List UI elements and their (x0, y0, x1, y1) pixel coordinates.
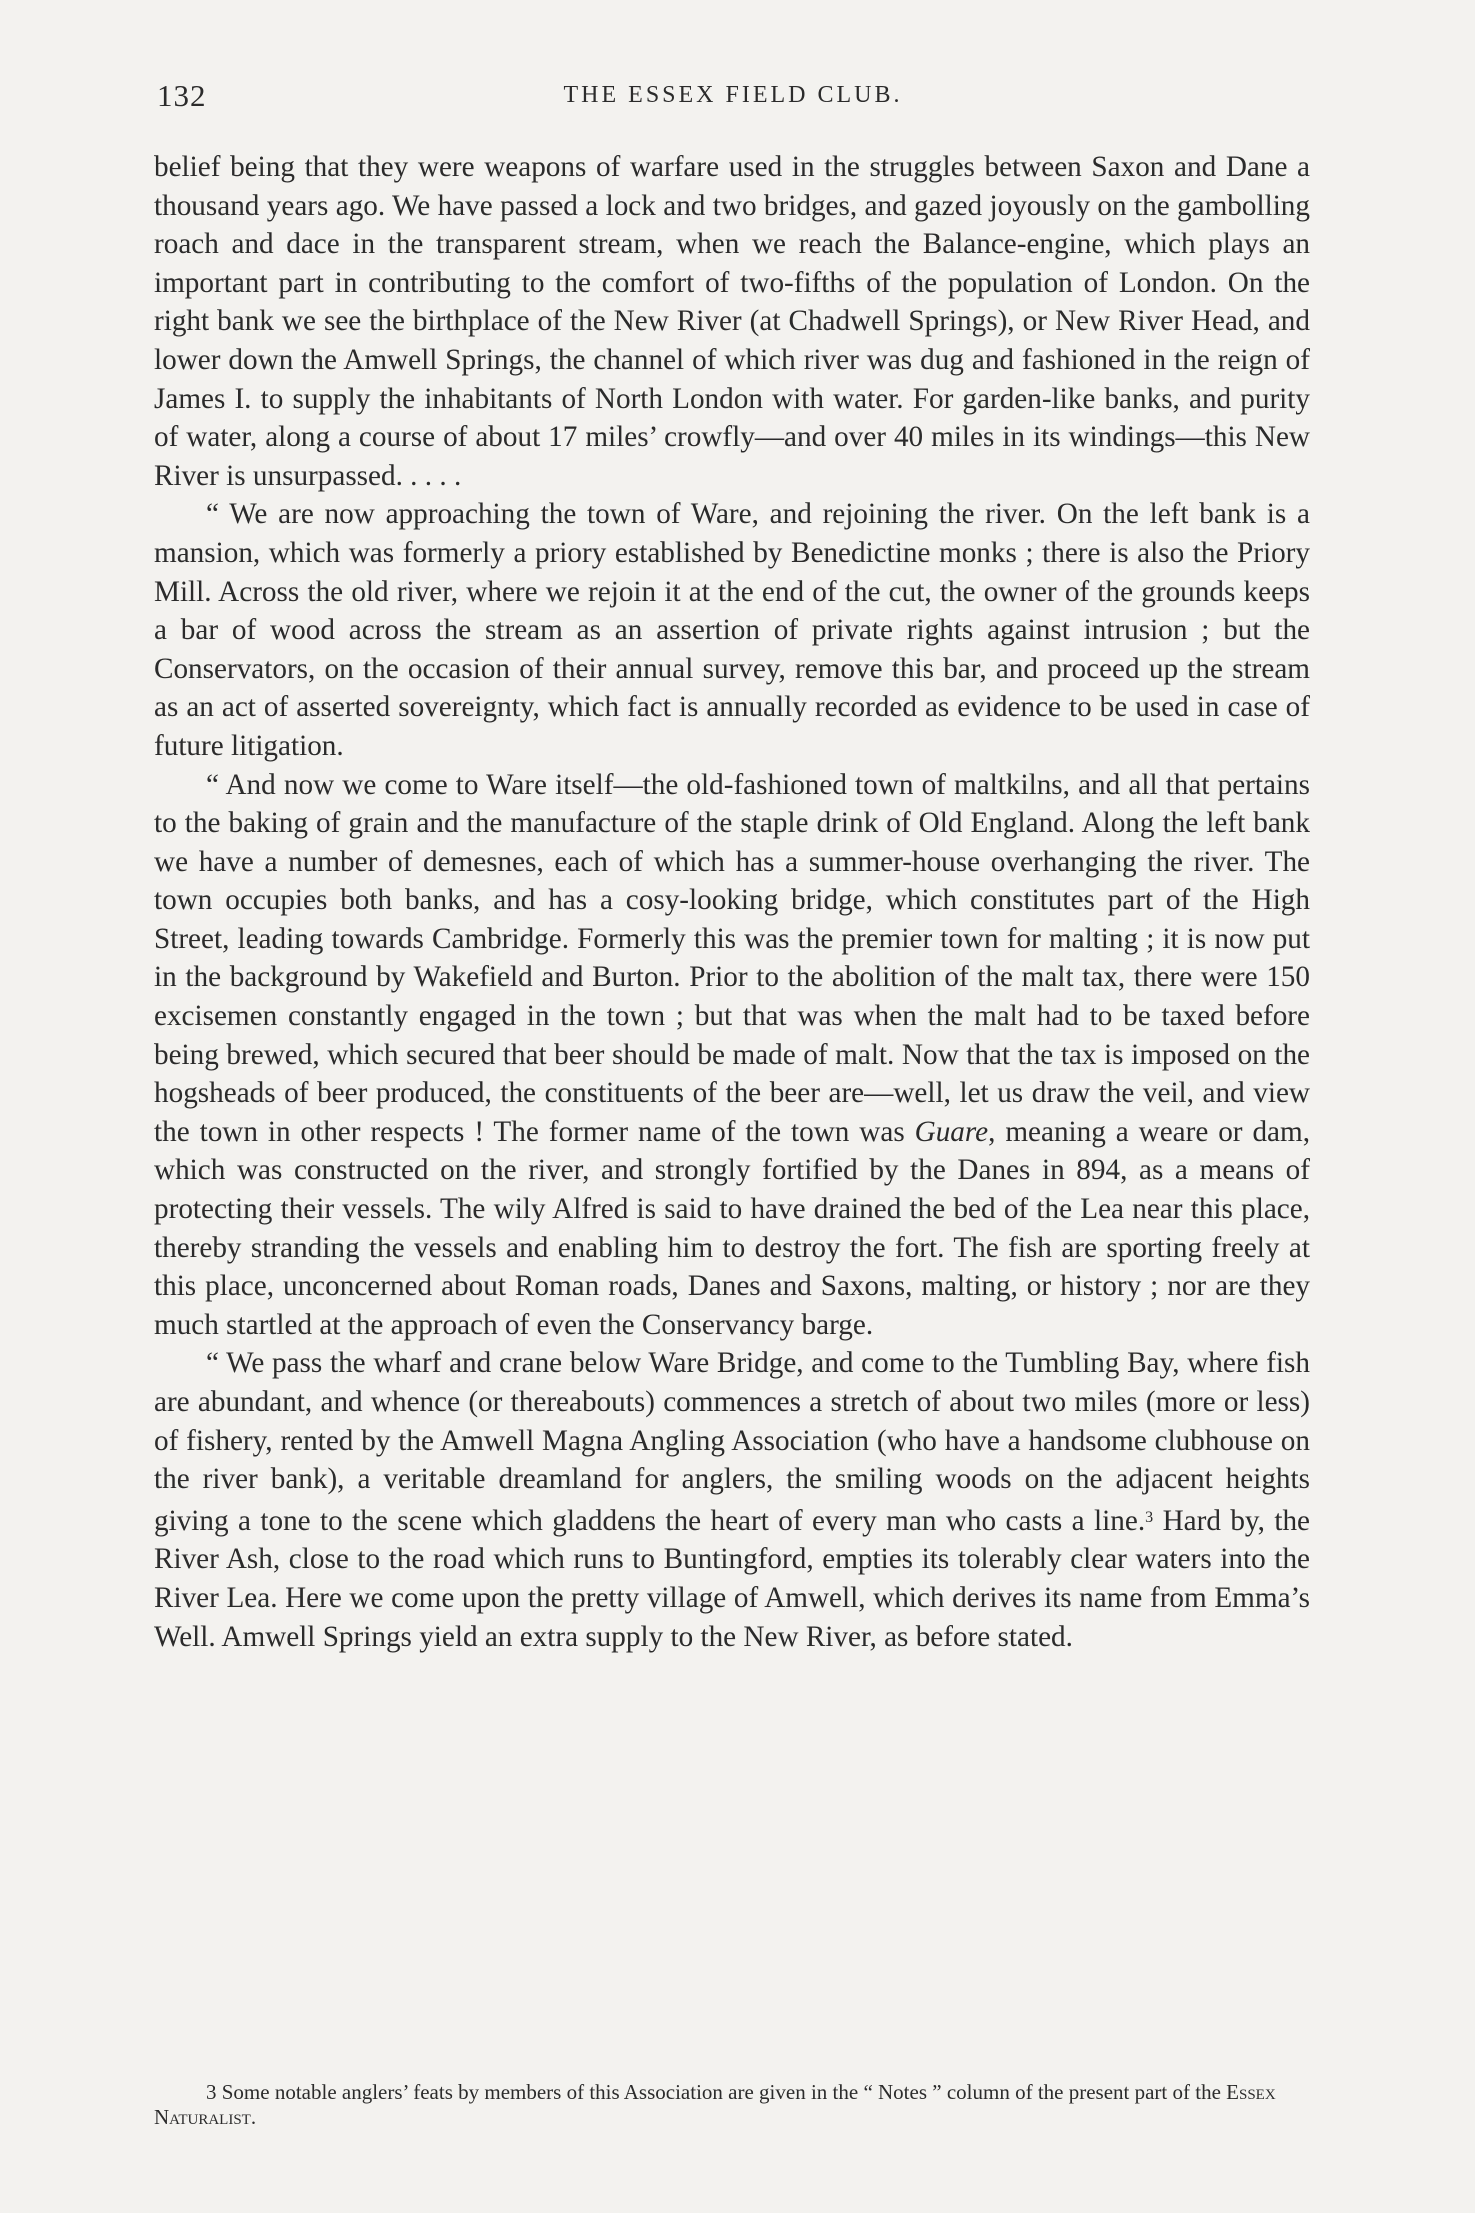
running-title: THE ESSEX FIELD CLUB. (563, 82, 903, 108)
page-number: 132 (157, 78, 207, 113)
page-header (157, 78, 1309, 118)
footnote-text-b: . (250, 2105, 257, 2129)
footnote-text-a: Some notable anglers’ feats by members of this Association are given in the “ Notes ” column of the present part of the (216, 2080, 1227, 2104)
footnote-reference: 3 (1145, 1508, 1154, 1526)
footnote-number: 3 (206, 2080, 217, 2104)
italic-place-name: Guare (914, 1115, 989, 1148)
body-text (154, 148, 1310, 1656)
paragraph-2: “ We are now approaching the town of Ware, and rejoining the river. On the left bank is a mansion, which was formerly a priory established by Benedictine monks ; there is also the Priory Mill. Across the old river, where we rejoin it at the end of the cut, the owner of the grounds keeps a bar of wood across the stream as an assertion of private rights against intrusion ; but the Conservators, on the occasion of their annual survey, remove this bar, and proceed up the stream as an act of asserted sovereignty, which fact is annually recorded as evidence to be used in case of future litigation. (154, 498, 1310, 762)
paragraph-1: belief being that they were weapons of warfare used in the struggles between Saxon and Dane a thousand years ago. We have passed a lock and two bridges, and gazed joyously on the gambolling roach and dace in the transparent stream, when we reach the Balance-engine, which plays an important part in contributing to the comfort of two-fifths of the population of London. On the right bank we see the birthplace of the New River (at Chadwell Springs), or New River Head, and lower down the Amwell Springs, the channel of which river was dug and fashioned in the reign of James I. to supply the inhabitants of North London with water. For garden-like banks, and purity of water, along a course of about 17 miles’ crowfly—and over 40 miles in its windings—this New River is unsurpassed. . . . . (154, 151, 1310, 492)
paragraph-4-text-b: Hard by, the River Ash, close to the road which runs to Buntingford, empties its tolerably clear waters into the River Lea. Here we come upon the pretty village of Amwell, which derives its name from Emma’s Well. Amwell Springs yield an extra supply to the New River, as before stated. (154, 1504, 1310, 1653)
paragraph-4-text-a: “ We pass the wharf and crane below Ware Bridge, and come to the Tumbling Bay, where fish are abundant, and whence (or thereabouts) commences a stretch of about two miles (more or less) of fishery, rented by the Amwell Magna Angling Association (who have a handsome clubhouse on the river bank), a veritable dreamland for anglers, the smiling woods on the adjacent heights giving a tone to the scene which gladdens the heart of every man who casts a line. (154, 1347, 1310, 1537)
paragraph-4 (154, 1344, 1310, 1656)
paragraph-3-text-b: , meaning a weare or dam, which was constructed on the river, and strongly fortified by the Danes in 894, as a means of protecting their vessels. The wily Alfred is said to have drained the bed of the Lea near this place, thereby stranding the vessels and enabling him to destroy the fort. The fish are sporting freely at this place, unconcerned about Roman roads, Danes and Saxons, malting, or history ; nor are they much startled at the approach of even the Conservancy barge. (154, 1115, 1310, 1341)
footnote-journal-title: Essex Naturalist (154, 2080, 1276, 2129)
footnote (154, 2080, 1310, 2130)
footnote-text (154, 2080, 1310, 2130)
paragraph-3-text-a: “ And now we come to Ware itself—the old-fashioned town of maltkilns, and all that pertains to the baking of grain and the manufacture of the staple drink of Old England. Along the left bank we have a number of demesnes, each of which has a summer-house overhanging the river. The town occupies both banks, and has a cosy-looking bridge, which constitutes part of the High Street, leading towards Cambridge. Formerly this was the premier town for malting ; it is now put in the background by Wakefield and Burton. Prior to the abolition of the malt tax, there were 150 excisemen constantly engaged in the town ; but that was when the malt had to be taxed before being brewed, which secured that beer should be made of malt. Now that the tax is imposed on the hogsheads of beer produced, the constituents of the beer are—well, let us draw the veil, and view the town in other respects ! The former name of the town was (154, 768, 1310, 1148)
paragraph-3 (154, 766, 1310, 1345)
